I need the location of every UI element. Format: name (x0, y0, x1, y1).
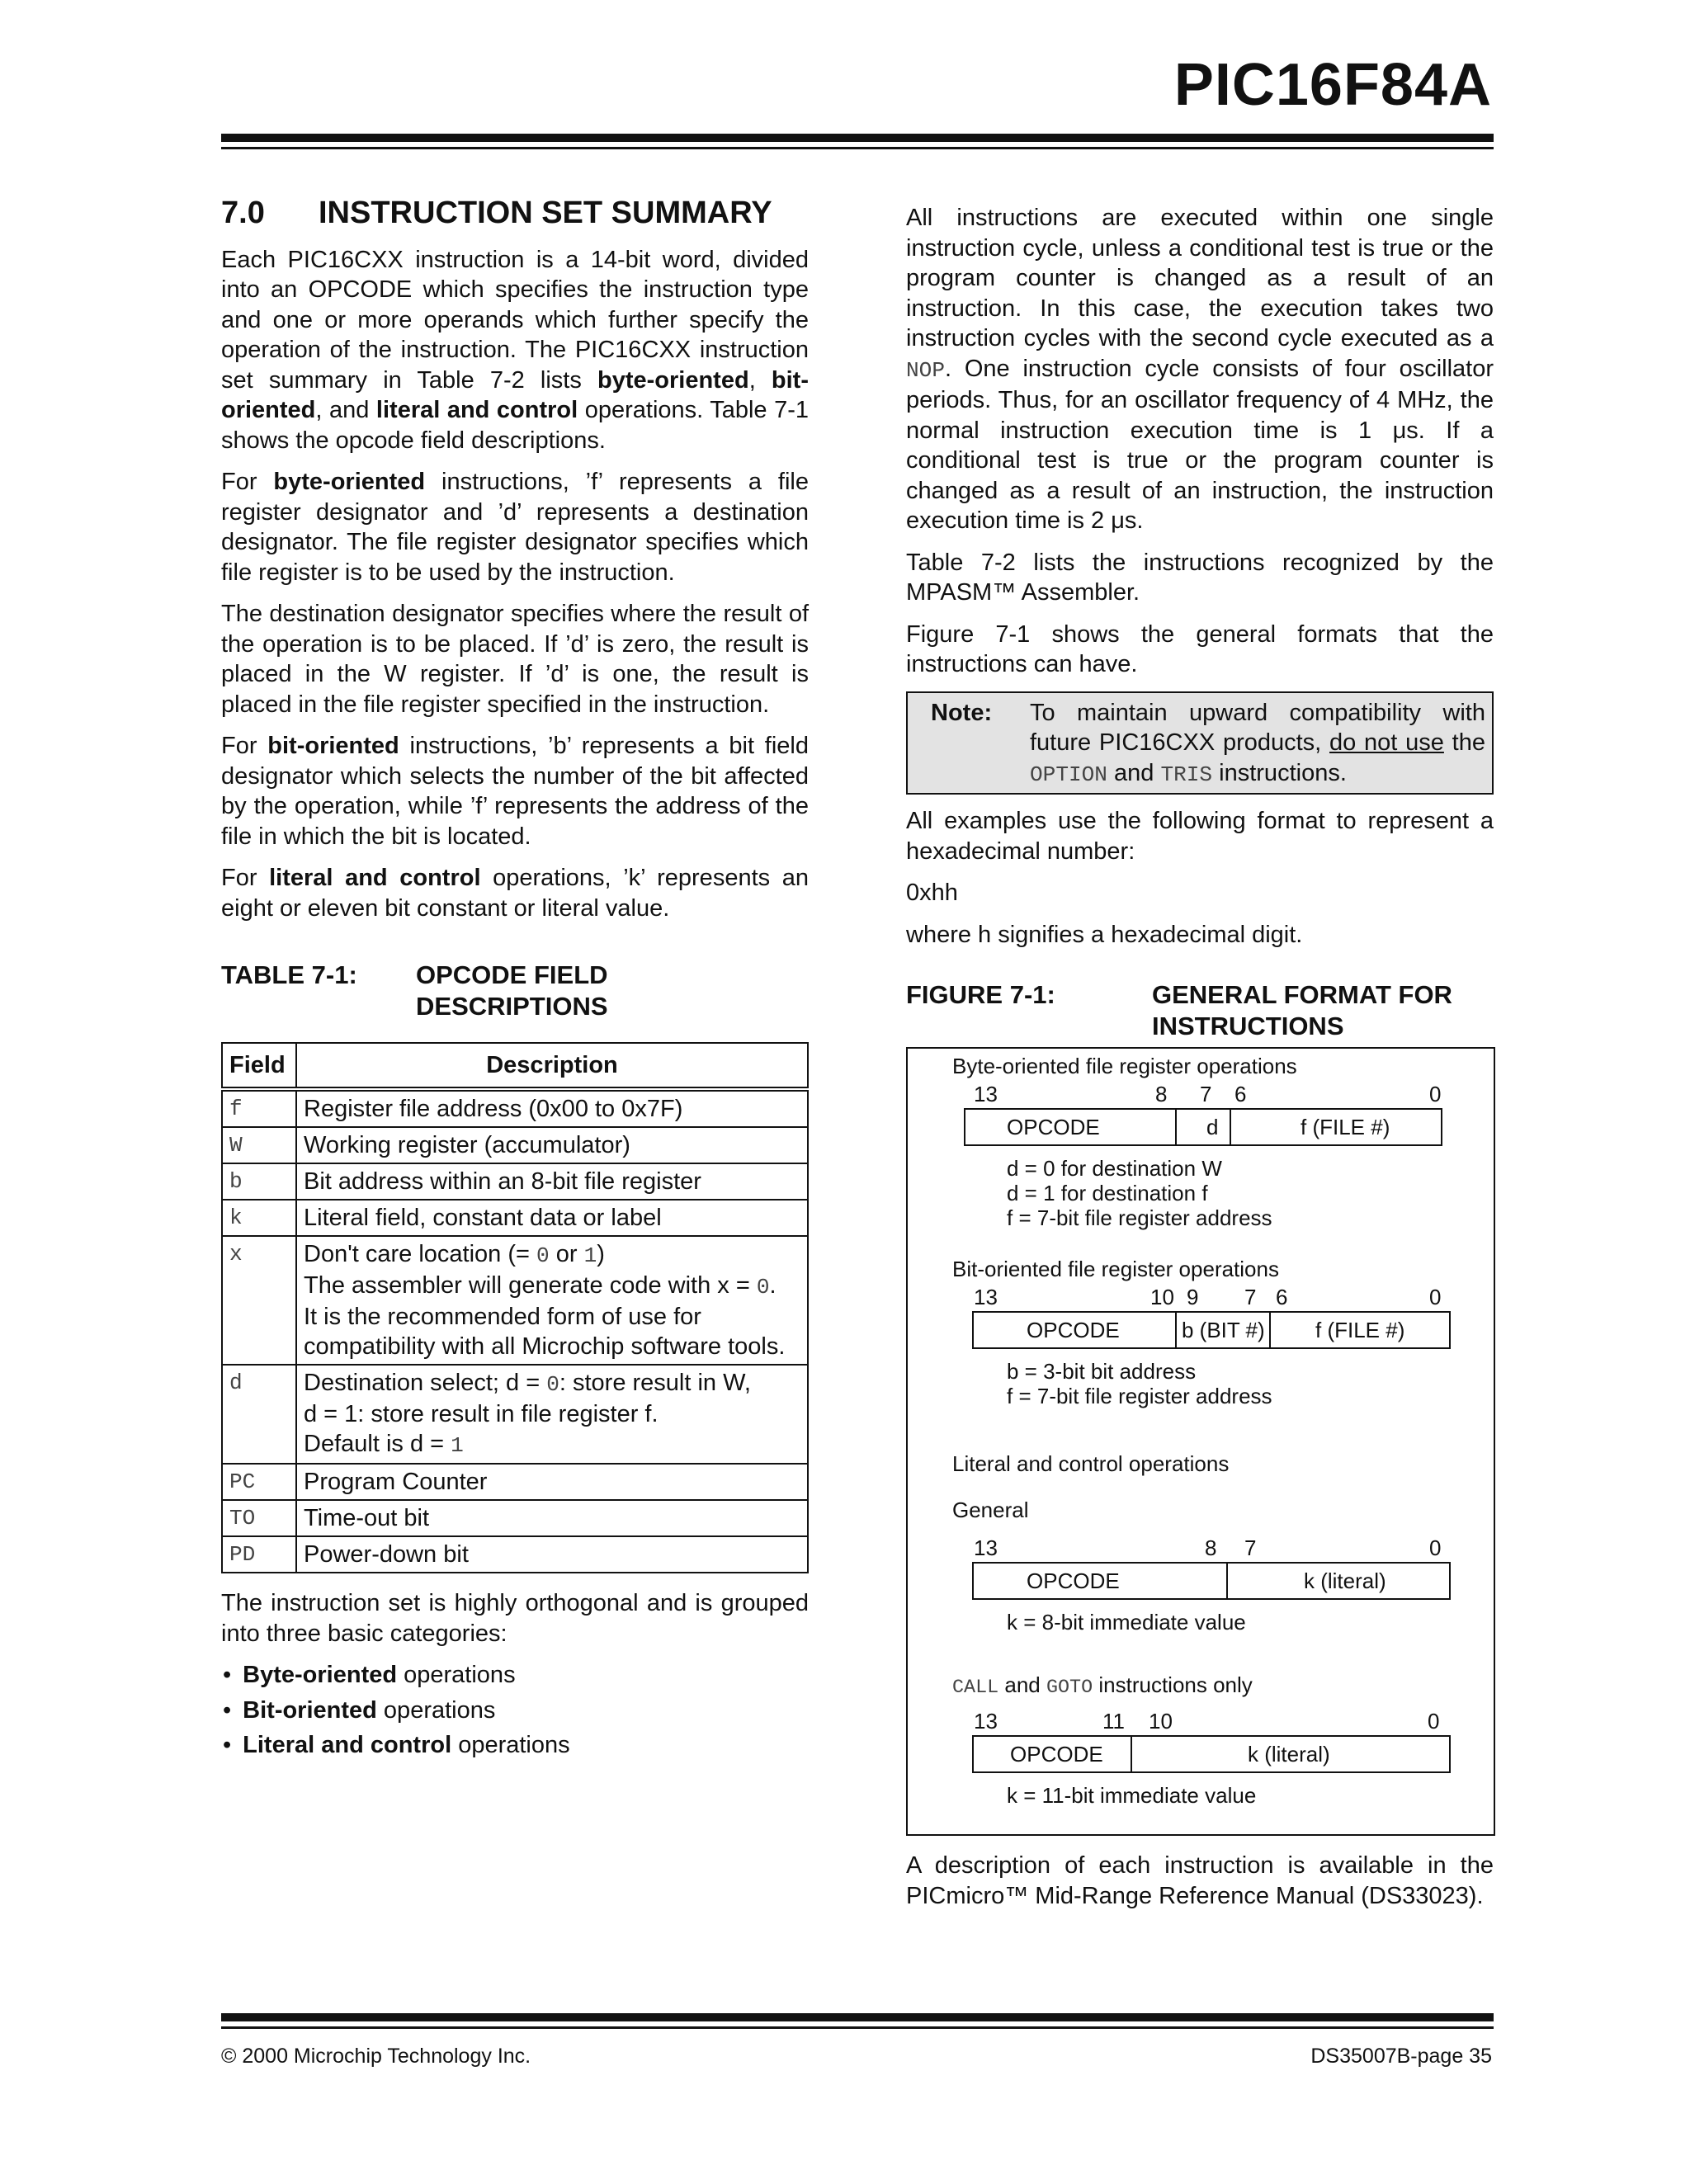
bit-format-box: OPCODE b (BIT #) f (FILE #) (972, 1311, 1451, 1349)
byte-oriented-paragraph: For byte-oriented instructions, ’f’ represents a file register designator and ’d’ represents a destination designator. The file register designator specifies which file register is to be used by the instruction. (221, 469, 809, 586)
table-row: d Destination select; d = 0: store result in W, d = 1: store result in file register f. Default is d = 1 (222, 1365, 808, 1464)
field-file: f (FILE #) (1301, 1115, 1390, 1139)
callgoto-title: CALL and GOTO instructions only (952, 1672, 1253, 1699)
section-number: 7.0 (221, 196, 265, 230)
hex-example: 0xhh (906, 880, 958, 906)
hex-digit-paragraph: where h signifies a hexadecimal digit. (906, 921, 1303, 948)
bit-oriented-title: Bit-oriented file register operations (952, 1257, 1279, 1281)
table-header-field: Field (222, 1043, 296, 1089)
list-item: • Byte-oriented operations (221, 1660, 809, 1691)
table-row: PD Power-down bit (222, 1536, 808, 1573)
compatibility-note (906, 691, 1494, 795)
literal-title: Literal and control operations (952, 1451, 1230, 1476)
table-caption-label: TABLE 7-1: (221, 960, 357, 989)
table-row: k Literal field, constant data or label (222, 1200, 808, 1236)
table-row: x Don't care location (= 0 or 1) The assembler will generate code with x = 0. It is the recommended form of use for compatibility with all Microchip software tools. (222, 1236, 808, 1365)
categories-intro: The instruction set is highly orthogonal and is grouped into three basic categories: (221, 1590, 809, 1647)
table-header-row (222, 1043, 808, 1089)
note-label: Note: (931, 699, 993, 726)
footer-page-number: DS35007B-page 35 (1310, 2045, 1492, 2068)
instruction-format-figure: Byte-oriented file register operations 13 8 7 6 0 OPCODE d f (FILE #) d = 0 for destination W d = 1 for destination f f = 7-bit file register address Bit-oriented file register operations 13 10 9 7 6 0 OPCODE b (BIT #) f (FILE #) b = 3-bit bit address f = 7-bit file register address Literal and control operations General 13 8 7 0 OPCODE k (literal) k = 8-bit immediate value CALL and GOTO instructions only 13 11 10 0 OPCODE k (literal) k = 11-bit immediate value (906, 1047, 1495, 1836)
byte-format-box (964, 1108, 1442, 1146)
table-row: b Bit address within an 8-bit file register (222, 1163, 808, 1200)
list-item: • Bit-oriented operations (221, 1696, 809, 1726)
figure-caption-label: FIGURE 7-1: (906, 980, 1055, 1009)
table-row: PC Program Counter (222, 1464, 808, 1500)
note-text: To maintain upward compatibility with future PIC16CXX products, do not use the OPTION and TRIS instructions. (1030, 699, 1485, 787)
bit-label: 13 (974, 1082, 998, 1106)
figure-caption (906, 979, 1494, 1042)
page-header-title: PIC16F84A (1173, 52, 1492, 118)
section-title: INSTRUCTION SET SUMMARY (319, 196, 772, 230)
hex-format-paragraph: All examples use the following format to represent a hexadecimal number: (906, 808, 1494, 865)
table-caption (221, 960, 809, 1022)
bit-label: 8 (1155, 1082, 1168, 1106)
field-opcode: OPCODE (1007, 1115, 1100, 1139)
footer-rule-thin (221, 2026, 1494, 2029)
figure-ref-paragraph: Figure 7-1 shows the general formats that the instructions can have. (906, 620, 1494, 677)
destination-paragraph: The destination designator specifies where the result of the operation is to be placed. If ’d’ is zero, the result is placed in the W register. If ’d’ is one, the result is placed in the file register specified in the instruction. (221, 601, 809, 718)
bit-oriented-paragraph: For bit-oriented instructions, ’b’ represents a bit field designator which selects the number of the bit affected by the operation, while ’f’ represents the address of the file in which the bit is located. (221, 733, 809, 850)
bit-label: 0 (1429, 1082, 1442, 1106)
table-row: TO Time-out bit (222, 1500, 808, 1536)
bit-label: 6 (1234, 1082, 1247, 1106)
footer-copyright: © 2000 Microchip Technology Inc. (221, 2045, 531, 2068)
field-d: d (1206, 1115, 1219, 1139)
table-caption-title: OPCODE FIELD DESCRIPTIONS (416, 960, 608, 1021)
reference-manual-paragraph: A description of each instruction is available in the PICmicro™ Mid-Range Reference Manual (DS33023). (906, 1852, 1494, 1909)
bit-label: 7 (1200, 1082, 1212, 1106)
header-rule-thin (221, 147, 1494, 149)
section-heading (221, 198, 809, 229)
figure-caption-title: GENERAL FORMAT FOR INSTRUCTIONS (1152, 980, 1452, 1040)
opcode-field-table (221, 1042, 809, 1573)
table-row: f Register file address (0x00 to 0x7F) (222, 1089, 808, 1127)
right-column (906, 203, 1494, 1922)
literal-format-box: OPCODE k (literal) (972, 1562, 1451, 1600)
table-row: W Working register (accumulator) (222, 1127, 808, 1163)
byte-oriented-title: Byte-oriented file register operations (952, 1054, 1297, 1078)
table-header-description: Description (296, 1043, 808, 1089)
header-rule (221, 134, 1494, 142)
execution-paragraph: All instructions are executed within one single instruction cycle, unless a conditional test is true or the program counter is changed as a result of an instruction. In this case, the execution takes two instruction cycles with the second cycle executed as a NOP. One instruction cycle consists of four oscillator periods. Thus, for an oscillator frequency of 4 MHz, the normal instruction execution time is 1 μs. If a conditional test is true or the program counter is changed as a result of an instruction, the instruction execution time is 2 μs. (906, 205, 1494, 534)
left-column (221, 198, 809, 1766)
footer-rule (221, 2013, 1494, 2021)
intro-paragraph: Each PIC16CXX instruction is a 14-bit word, divided into an OPCODE which specifies the instruction type and one or more operands which further specify the operation of the instruction. The PIC16CXX instruction set summary in Table 7-2 lists byte-oriented, bit-oriented, and literal and control operations. Table 7-1 shows the opcode field descriptions. (221, 246, 809, 454)
literal-paragraph: For literal and control operations, ’k’ represents an eight or eleven bit constant or literal value. (221, 865, 809, 922)
callgoto-format-box: OPCODE k (literal) (972, 1735, 1451, 1773)
categories-list (221, 1660, 809, 1761)
list-item: • Literal and control operations (221, 1730, 809, 1761)
table-ref-paragraph: Table 7-2 lists the instructions recognized by the MPASM™ Assembler. (906, 549, 1494, 606)
